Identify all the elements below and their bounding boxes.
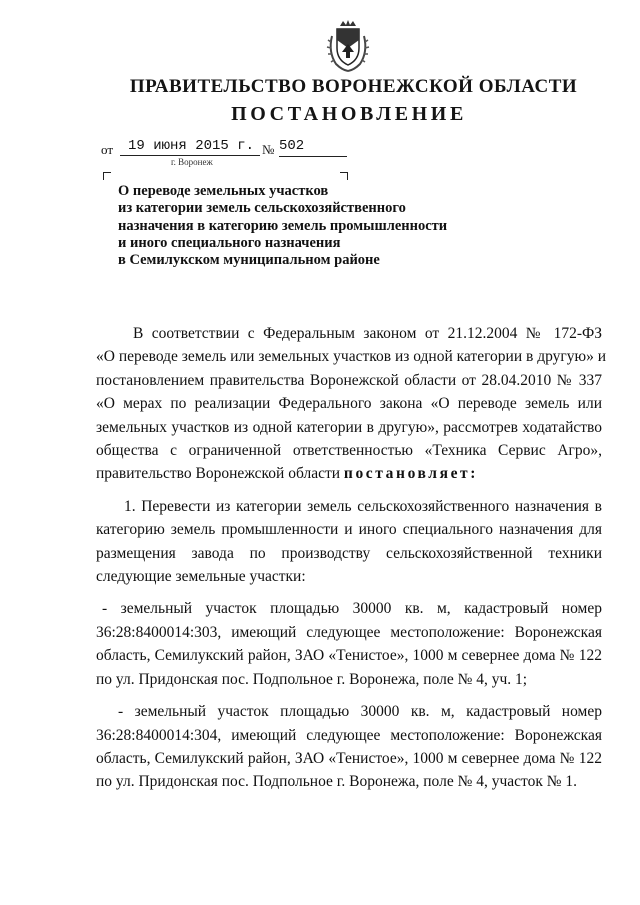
text-line: - земельный участок площадью 30000 кв. м, кадастровый номер [102, 600, 602, 618]
title-line: и иного специального назначения [118, 234, 341, 251]
parcel-paragraph [96, 597, 602, 691]
government-name: ПРАВИТЕЛЬСТВО ВОРОНЕЖСКОЙ ОБЛАСТИ [129, 76, 578, 97]
document-number: 502 [279, 138, 347, 157]
text-line: «О переводе земель или земельных участков из одной категории в другую» и [96, 348, 606, 366]
parcel-paragraph [96, 700, 602, 794]
text-line: следующие земельные участки: [96, 568, 306, 586]
text-line: общества с ограниченной ответственностью «Техника Сервис Агро», [96, 442, 602, 460]
date-number-row [101, 138, 361, 158]
document-date: 19 июня 2015 г. [120, 138, 260, 156]
text-line: - земельный участок площадью 30000 кв. м, кадастровый номер [118, 703, 602, 721]
title-corner-right [340, 172, 348, 180]
coat-of-arms-icon [322, 18, 374, 74]
city-label: г. Воронеж [171, 157, 213, 167]
text-line: постановлением правительства Воронежской области от 28.04.2010 № 337 [96, 371, 602, 389]
number-prefix: № [262, 142, 275, 157]
text-line [96, 462, 602, 485]
text-line: по ул. Придонская пос. Подпольное г. Воронежа, поле № 4, уч. 1; [96, 670, 528, 688]
text-line: 36:28:8400014:303, имеющий следующее местоположение: Воронежская [96, 623, 602, 641]
text-line: «О мерах по реализации Федерального закона «О переводе земель или [96, 395, 602, 413]
document-type: ПОСТАНОВЛЕНИЕ [231, 103, 467, 125]
resolves-word: постановляет: [343, 465, 479, 483]
title-line: назначения в категорию земель промышленности [118, 217, 448, 234]
text-line: категорию земель промышленности и иного специального назначения для [96, 521, 602, 539]
document-body [96, 322, 606, 794]
text-fragment: правительство Воронежской области [96, 465, 344, 483]
text-line: по ул. Придонская пос. Подпольное г. Воронежа, поле № 4, участок № 1. [96, 773, 578, 791]
item-1-paragraph [96, 495, 602, 589]
date-prefix: от [101, 142, 114, 157]
document-title [118, 183, 518, 269]
text-line: 1. Перевести из категории земель сельскохозяйственного назначения в [124, 497, 602, 515]
text-line: земельных участков из одной категории в другую», рассмотрев ходатайство [96, 418, 602, 436]
preamble-paragraph [96, 322, 606, 486]
text-line: В соответствии с Федеральным законом от 21.12.2004 № 172-ФЗ [133, 325, 602, 342]
title-line: из категории земель сельскохозяйственного [118, 200, 406, 217]
text-line: область, Семилукский район, ЗАО «Тенистое», 1000 м севернее дома № 122 [96, 647, 602, 665]
text-line: размещения завода по производству сельскохозяйственной техники [96, 544, 602, 562]
title-line: в Семилукском муниципальном районе [118, 252, 380, 269]
text-line: область, Семилукский район, ЗАО «Тенистое», 1000 м севернее дома № 122 [96, 749, 602, 767]
title-line: О переводе земельных участков [118, 183, 329, 199]
title-corner-left [103, 172, 111, 180]
text-line: 36:28:8400014:304, имеющий следующее местоположение: Воронежская [96, 726, 602, 744]
